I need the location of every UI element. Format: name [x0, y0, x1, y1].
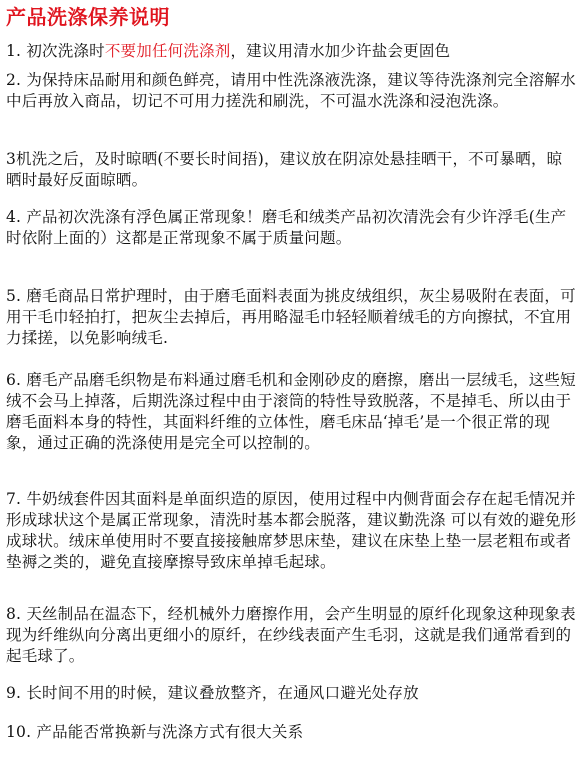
care-item-6: 6. 磨毛产品磨毛织物是布料通过磨毛机和金刚砂皮的磨擦，磨出一层绒毛，这些短绒不会马上掉落，后期洗涤过程中由于滚筒的特性导致脱落，不是掉毛、所以由于磨毛面料本身的特性，其面料纤维的立体性，磨毛床品‘掉毛’是一个很正常的现象，通过正确的洗涤使用是完全可以控制的。 [6, 371, 576, 452]
care-item-9: 9. 长时间不用的时候，建议叠放整齐，在通风口避光处存放 [6, 684, 419, 702]
care-item-3: 3机洗之后，及时晾晒(不要长时间捂)，建议放在阴凉处悬挂晒干，不可暴晒，晾晒时最好反面晾晒。 [6, 150, 563, 189]
care-item-7: 7. 牛奶绒套件因其面料是单面织造的原因，使用过程中内侧背面会存在起毛情况并形成球状这个是属正常现象，清洗时基本都会脱落，建议勤洗涤 可以有效的避免形成球状。绒床单使用时不要直接接触席梦思床垫，建议在床垫上垫一层老粗布或者垫褥之类的，避免直接摩擦导致床单掉毛起球。 [6, 490, 577, 571]
care-item-1-number: 1. [6, 42, 27, 60]
care-item-1-text-after: ，建议用清水加少许盐会更固色 [230, 42, 451, 60]
page-title: 产品洗涤保养说明 [6, 5, 170, 29]
care-item-5: 5. 磨毛商品日常护理时，由于磨毛面料表面为挑皮绒组织，灰尘易吸附在表面，可用干毛巾轻拍打，把灰尘去掉后，再用略湿毛巾轻轻顺着绒毛的方向擦拭，不宜用力揉搓，以免影响绒毛. [6, 287, 576, 347]
care-item-4: 4. 产品初次洗涤有浮色属正常现象！磨毛和绒类产品初次清洗会有少许浮毛(生产时依附上面的）这都是正常现象不属于质量问题。 [6, 208, 567, 247]
care-item-2: 2. 为保持床品耐用和颜色鲜亮，请用中性洗涤液洗涤，建议等待洗涤剂完全溶解水中后再放入商品，切记不可用力搓洗和刷洗，不可温水洗涤和浸泡洗涤。 [6, 71, 576, 110]
care-item-1-highlight: 不要加任何洗涤剂 [104, 42, 231, 60]
care-item-8: 8. 天丝制品在温态下，经机械外力磨擦作用，会产生明显的原纤化现象这种现象表现为纤维纵向分离出更细小的原纤，在纱线表面产生毛羽，这就是我们通常看到的起毛球了。 [6, 605, 576, 665]
care-item-10: 10. 产品能否常换新与洗涤方式有很大关系 [6, 723, 304, 741]
care-item-1-text-before: 初次洗涤时 [26, 42, 105, 60]
care-item-1 [6, 41, 578, 62]
